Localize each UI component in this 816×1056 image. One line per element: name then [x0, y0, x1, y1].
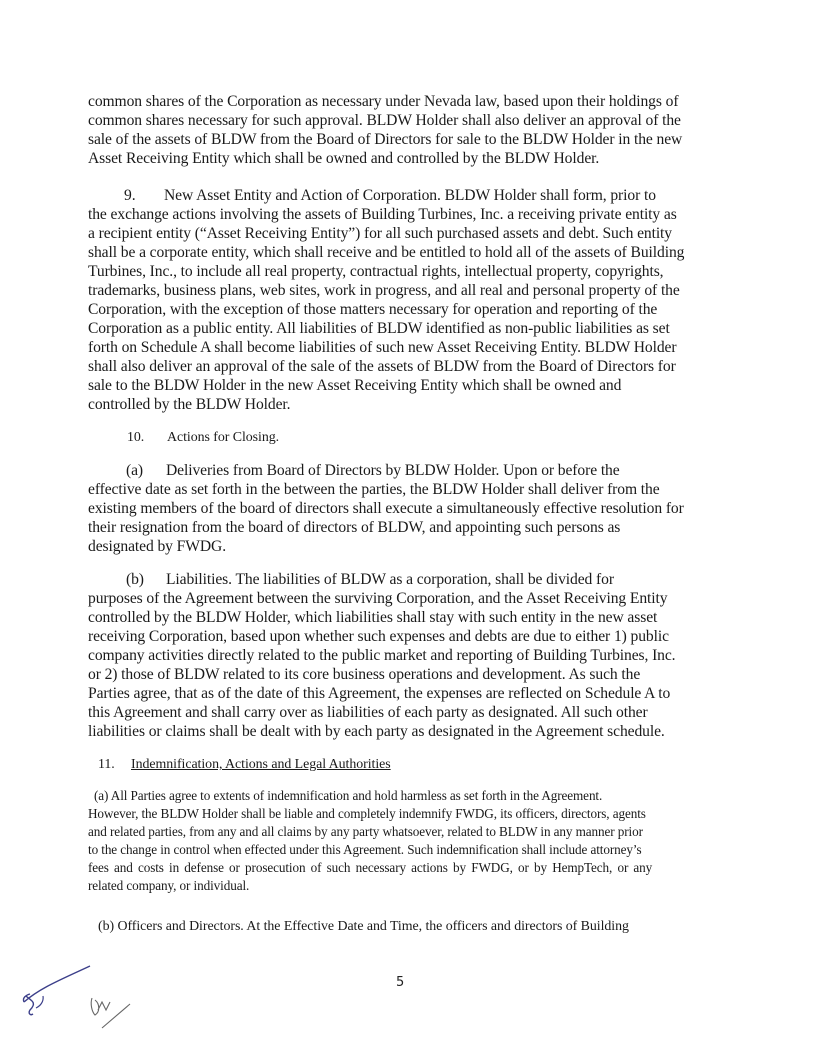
paragraph-line: controlled by the BLDW Holder, which liabilities shall stay with such entity in the new asset — [88, 609, 658, 626]
section-10b-first-line: Liabilities. The liabilities of BLDW as a corporation, shall be divided for — [166, 571, 614, 588]
paragraph-line: fees and costs in defense or prosecution of such necessary actions by FWDG, or by HempTech, or any — [88, 860, 653, 875]
section-title: Indemnification, Actions and Legal Authorities — [131, 757, 391, 772]
subsection-label: (b) — [126, 571, 144, 588]
paragraph-line: designated by FWDG. — [88, 538, 226, 555]
paragraph-line: Corporation as a public entity. All liabilities of BLDW identified as non-public liabilities as set — [88, 320, 670, 337]
paragraph-line: Corporation, with the exception of those matters necessary for operation and reporting of the — [88, 301, 658, 318]
paragraph-line: shall be a corporate entity, which shall receive and be entitled to hold all of the assets of Building — [88, 244, 685, 261]
paragraph-line: to the change in control when effected under this Agreement. Such indemnification shall include attorney’s — [88, 842, 642, 857]
paragraph-line: common shares of the Corporation as necessary under Nevada law, based upon their holdings of — [88, 93, 679, 110]
subsection-label: (a) — [126, 462, 144, 479]
paragraph-line: or 2) those of BLDW related to its core business operations and development. As such the — [88, 666, 641, 683]
paragraph-line: However, the BLDW Holder shall be liable and completely indemnify FWDG, its officers, directors, agents — [88, 806, 646, 821]
paragraph-line: and related parties, from any and all claims by any party whatsoever, related to BLDW in any manner prior — [88, 824, 643, 839]
paragraph-line: Turbines, Inc., to include all real property, contractual rights, intellectual property, copyrights, — [88, 263, 664, 280]
section-11b-line: (b) Officers and Directors. At the Effective Date and Time, the officers and directors of Building — [98, 919, 629, 934]
paragraph-line: forth on Schedule A shall become liabilities of such new Asset Receiving Entity. BLDW Holder — [88, 339, 677, 356]
section-9-heading — [124, 186, 656, 205]
section-title: Actions for Closing. — [167, 430, 280, 445]
paragraph-line: related company, or individual. — [88, 878, 250, 893]
paragraph-line: a recipient entity (“Asset Receiving Entity”) for all such purchased assets and debt. Such entity — [88, 225, 672, 242]
paragraph-line: (a) All Parties agree to extents of indemnification and hold harmless as set forth in the Agreement. — [94, 788, 603, 803]
paragraph-line: Asset Receiving Entity which shall be owned and controlled by the BLDW Holder. — [88, 150, 600, 167]
paragraph-line: effective date as set forth in the between the parties, the BLDW Holder shall deliver from the — [88, 481, 660, 498]
paragraph-line: sale to the BLDW Holder in the new Asset Receiving Entity which shall be owned and — [88, 377, 622, 394]
section-10a-heading — [126, 461, 620, 480]
paragraph-line: their resignation from the board of directors of BLDW, and appointing such persons as — [88, 519, 621, 536]
section-number: 9. — [124, 187, 136, 204]
paragraph-line: trademarks, business plans, web sites, work in progress, and all real and personal property of the — [88, 282, 680, 299]
section-number: 11. — [98, 757, 115, 772]
paragraph-line: Parties agree, that as of the date of this Agreement, the expenses are reflected on Schedule A to — [88, 685, 671, 702]
signature-initials-icon — [0, 940, 160, 1040]
paragraph-line: this Agreement and shall carry over as liabilities of each party as designated. All such other — [88, 704, 648, 721]
section-10b-heading — [126, 570, 614, 589]
paragraph-line: the exchange actions involving the assets of Building Turbines, Inc. a receiving private entity as — [88, 206, 677, 223]
section-10a-first-line: Deliveries from Board of Directors by BLDW Holder. Upon or before the — [166, 462, 620, 479]
section-number: 10. — [127, 430, 145, 445]
paragraph-line: receiving Corporation, based upon whether such expenses and debts are due to either 1) public — [88, 628, 669, 645]
section-10-heading — [127, 428, 279, 447]
paragraph-line: company activities directly related to the public market and reporting of Building Turbines, Inc. — [88, 647, 676, 664]
paragraph-line: purposes of the Agreement between the surviving Corporation, and the Asset Receiving Entity — [88, 590, 668, 607]
paragraph-line: existing members of the board of directors shall execute a simultaneously effective resolution for — [88, 500, 684, 517]
paragraph-line: common shares necessary for such approval. BLDW Holder shall also deliver an approval of the — [88, 112, 681, 129]
page-number: 5 — [396, 975, 405, 990]
paragraph-line: controlled by the BLDW Holder. — [88, 396, 291, 413]
paragraph-line: liabilities or claims shall be dealt with by each party as designated in the Agreement schedule. — [88, 723, 665, 740]
paragraph-line: sale of the assets of BLDW from the Board of Directors for sale to the BLDW Holder in the new — [88, 131, 683, 148]
paragraph-line: shall also deliver an approval of the sale of the assets of BLDW from the Board of Directors for — [88, 358, 676, 375]
section-9-first-line: New Asset Entity and Action of Corporation. BLDW Holder shall form, prior to — [164, 187, 656, 204]
section-11-heading — [98, 755, 391, 774]
